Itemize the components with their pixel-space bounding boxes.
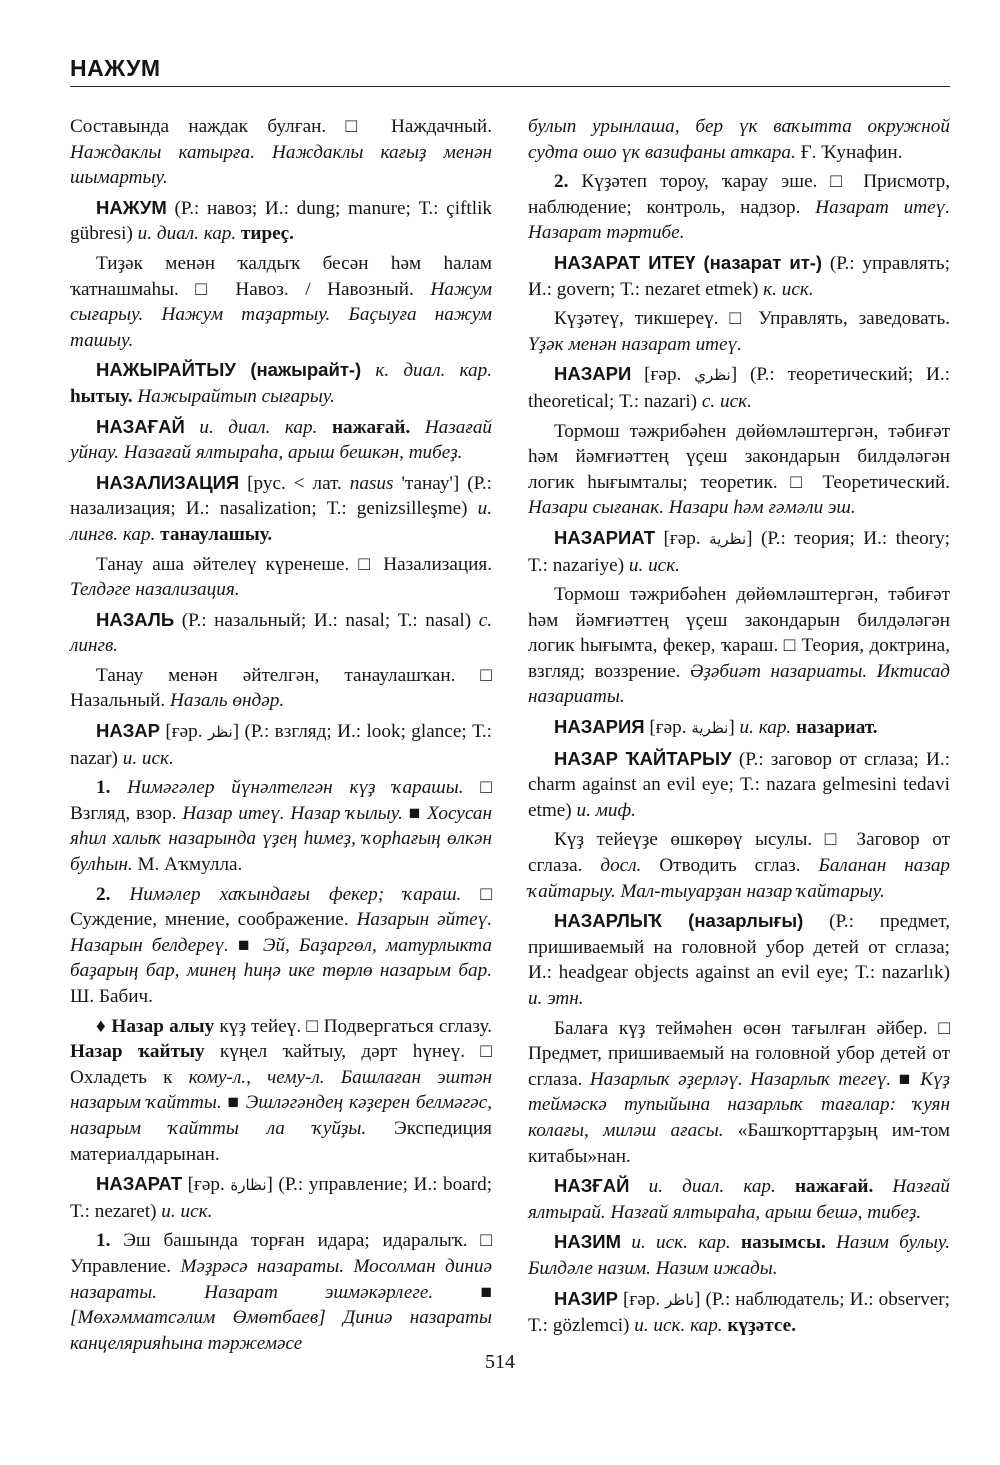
- headword: НАЗАРАТ ИТЕҮ (назарат ит-): [554, 251, 823, 273]
- entry-nazagay: НАЗАҒАЙ и. диал. кар. нажағай. Назағай уйнау. Назағай ялтыраһа, арыш бешкән, тибеҙ.: [70, 415, 493, 464]
- entry-nazar-kaytaryu: НАЗАР ҠАЙТАРЫУ (Р.: заговор от сглаза; И.: charm against an evil eye; Т.: nazara gelmesini tedavi etme) и. миф.: [528, 747, 950, 821]
- sense-1: 1. Нимәгәлер йүнәлтелгән күҙ ҡарашы. □ Взгляд, взор. Назар итеү. Назар ҡылыу. ■ Хосусан яһил халыҡ назарында үҙең һимеҙ, ҡорһағың өлкән булһын. М. Аҡмулла.: [70, 777, 493, 876]
- headword: НАЗҒАЙ: [554, 1175, 630, 1197]
- headword: НАЗАРИАТ: [554, 526, 656, 548]
- headword: НАЗАРИ: [554, 363, 632, 385]
- quote-marker: ■: [227, 1092, 240, 1114]
- running-head: НАЖУМ: [70, 55, 161, 81]
- headword: НАЖУМ: [96, 196, 167, 218]
- right-column: [528, 114, 950, 1343]
- entry-definition: Танау менән әйтелгән, танаулашҡан. □ Назальный. Назаль өндәр.: [70, 664, 492, 712]
- headword: НАЗАҒАЙ: [96, 415, 185, 437]
- page-number: 514: [485, 1351, 515, 1373]
- entry-nazariat: НАЗАРИАТ [ғәр. نظرية] (Р.: теория; И.: theory; Т.: nazariye) и. иск.: [528, 526, 951, 576]
- quote-marker: ■: [408, 802, 422, 824]
- headword: НАЗАРАТ: [96, 1173, 183, 1195]
- header-rule: [70, 86, 950, 87]
- entry-nazgay: НАЗҒАЙ и. диал. кар. нажағай. Назғай ялтырай. Назғай ялтыраһа, арыш бешә, тибеҙ.: [528, 1175, 951, 1223]
- headword: НАЗАЛИЗАЦИЯ: [96, 471, 240, 493]
- entry-definition: Тормош тәжрибәһен дөйөмләштергән, тәбиғәт һәм йәмғиәттең үҫеш закондарын билдәләгән логик һығымта, фекер, ҡараш. □ Теория, доктрина, взгляд; воззрение. Әҙәбиәт назариаты. Иктисад назариаты.: [528, 584, 951, 708]
- entry-definition: Танау аша әйтелеү күренеше. □ Назализация. Телдәге назализация.: [70, 553, 493, 601]
- diamond-icon: ♦: [96, 1015, 107, 1037]
- quote-marker: ■: [898, 1068, 913, 1090]
- sense-2: 2. Нимәлер хаҡындағы фекер; ҡараш. □ Суждение, мнение, соображение. Назарын әйтеү. Назарын белдереү. ■ Эй, Баҙаргөл, матурлыкта баҙарың бар, минең һиңә ике төрлө назарым бар. Ш. Бабич.: [70, 883, 493, 1007]
- entry-definition: Тормош тәжрибәһен дөйөмләштергән, тәбиғәт һәм йәмғиәттең үҫеш закондарын билдәләгән логик һығымталы; теоретик. □ Теоретический. Назари сығанак. Назари һәм ғәмәли эш.: [528, 420, 951, 519]
- entry-nazal: НАЗАЛЬ (Р.: назальный; И.: nasal; Т.: nasal) с. лингв.: [70, 608, 493, 657]
- headword: НАЗИР: [554, 1287, 618, 1309]
- entry-definition: Балаға күҙ теймәһен өсөн тағылған әйбер. □ Предмет, пришиваемый на головной убор детей от сглаза. Назарлыҡ әҙерләү. Назарлыҡ тегеү. ■ Күҙ теймәскә тупыйына назарлыҡ тағалар: ҡуян колағы, миләш ағасы. «Башҡорттарҙың им-том китабы»нан.: [528, 1017, 951, 1167]
- entry-continuation: Составында наждак булған. □ Наждачный. Наждаклы катырға. Наждаклы кағыҙ менән шымартыу.: [70, 116, 492, 189]
- quote-marker: ■: [237, 934, 254, 956]
- left-column: [70, 114, 492, 1360]
- quote-marker: ■: [480, 1281, 493, 1303]
- phraseology: ♦ Назар алыу күҙ тейеү. □ Подвергаться сглазу. Назар ҡайтыу күңел ҡайтыу, дәрт һүнеү. □ Охладеть к кому-л., чему-л. Башлаған эштән назарым ҡайтты. ■ Эшләгәндең кәҙерен белмәгәс, назарым ҡайтты ла ҡуйҙы. Экспедиция материалдарынан.: [70, 1015, 493, 1165]
- entry-nazim: НАЗИМ и. иск. кар. назымсы. Назим булыу. Билдәле назим. Назим ижады.: [528, 1231, 951, 1279]
- entry-nazhum: НАЖУМ (Р.: навоз; И.: dung; manure; Т.: çiftlik gübresi) и. диал. кар. тиреç.: [70, 196, 493, 245]
- entry-nazir: НАЗИР [ғәр. ناظر] (Р.: наблюдатель; И.: observer; Т.: gözlemci) и. иск. кар. күҙәтсе.: [528, 1287, 950, 1337]
- entry-definition: Күҙәтеү, тикшереү. □ Управлять, заведовать. Үҙәк менән назарат итеү.: [528, 308, 951, 355]
- entry-nazarat-iteu: НАЗАРАТ ИТЕҮ (назарат ит-) (Р.: управлять; И.: govern; Т.: nezaret etmek) к. иск.: [528, 251, 951, 300]
- entry-definition: Күҙ тейеүҙе өшкөрөү ысулы. □ Заговор от сглаза. досл. Отводить сглаз. Баланан назар ҡайтарыу. Мал-тыуарҙан назар ҡайтарыу.: [528, 829, 951, 902]
- entry-nazariya: НАЗАРИЯ [ғәр. نظرية] и. кар. назариат.: [554, 716, 878, 739]
- headword: НАЖЫРАЙТЫУ (нажырайт-): [96, 359, 362, 381]
- headword: НАЗАРИЯ: [554, 716, 645, 738]
- entry-nazarlyk: НАЗАРЛЫҠ (назарлығы) (Р.: предмет, пришиваемый на головной убор детей от сглаза; И.: headgear objects against an evil eye; Т.: nazarlık) и. этн.: [528, 910, 950, 1009]
- headword: НАЗИМ: [554, 1231, 622, 1253]
- entry-nazalizatsiya: НАЗАЛИЗАЦИЯ [рус. < лат. nasus 'танау'] (Р.: назализация; И.: nasalization; Т.: genizsilleşme) и. лингв. кар. танаулашыу.: [70, 471, 493, 545]
- entry-nazar: НАЗАР [ғәр. نظر] (Р.: взгляд; И.: look; glance; Т.: nazar) и. иск.: [70, 720, 493, 769]
- entry-nazari: НАЗАРИ [ғәр. نظري] (Р.: теоретический; И.: theoretical; Т.: nazari) с. иск.: [528, 363, 951, 412]
- entry-continuation: булып урынлаша, бер үк ваҡытта окружной судта ошо үк вазифаны аткара. Ғ. Ҡунафин.: [528, 116, 950, 163]
- sense-2: 2. Күҙәтеп тороу, ҡарау эше. □ Присмотр, наблюдение; контроль, надзор. Назарат итеү. Назарат тәртибе.: [528, 171, 951, 244]
- headword: НАЗАРЛЫҠ (назарлығы): [554, 910, 804, 932]
- headword: НАЗАР: [96, 720, 161, 742]
- entry-definition: Тиҙәк менән ҡалдыҡ бесән һәм һалам ҡатнашмаһы. □ Навоз. / Навозный. Нажум сығарыу. Нажум таҙартыу. Баҫыуға нажум ташыу.: [70, 252, 493, 351]
- sense-1: 1. Эш башында торған идара; идаралыҡ. □ Управление. Мәҙрәсә назараты. Мосолман диниә назараты. Назарат эшмәкәрлеге. ■ [Мөхәмматсәлим Өмөтбаев] Диниә назараты канцелярияһына тәржемәсе: [70, 1230, 493, 1354]
- headword: НАЗАР ҠАЙТАРЫУ: [554, 747, 732, 769]
- entry-nazhyraytyu: НАЖЫРАЙТЫУ (нажырайт-) к. диал. кар. һытыу. Нажырайтып сығарыу.: [70, 359, 493, 407]
- headword: НАЗАЛЬ: [96, 608, 175, 630]
- entry-nazarat: НАЗАРАТ [ғәр. نظارة] (Р.: управление; И.: board; Т.: nezaret) и. иск.: [70, 1173, 493, 1222]
